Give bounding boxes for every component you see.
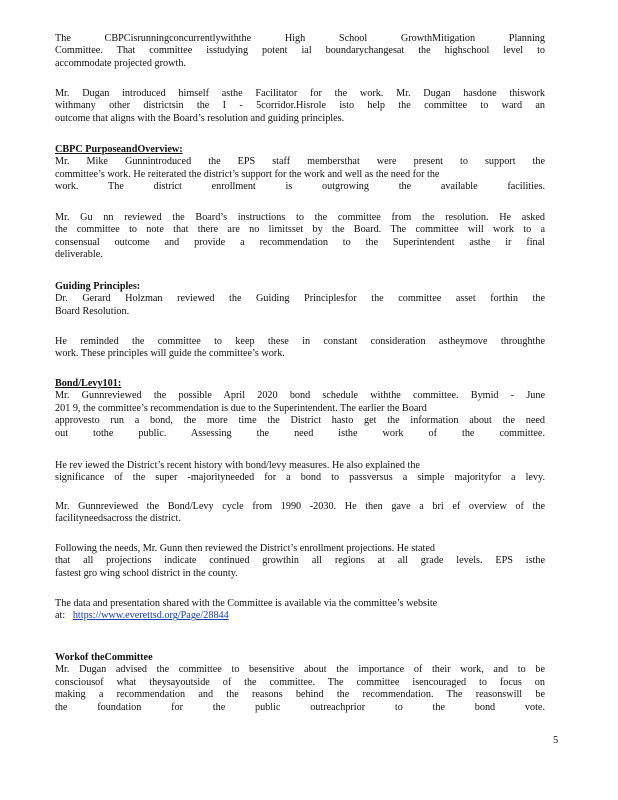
paragraph-keep-principles — [55, 336, 545, 361]
text-line: Mr. Gunnreviewed the possible April 2020 bond schedule withthe committee. Bymid - June — [55, 390, 545, 402]
link-prefix: at: — [55, 610, 66, 622]
section-heading: CBPC PurposeandOverview: — [55, 144, 183, 155]
section-heading: Bond/Levy101: — [55, 378, 122, 389]
text-line: consciousof what theysayoutside of the committee. The committee isencouraged to focus on — [55, 676, 545, 688]
text-line: 201 9, the committee’s recommendation is due to the Superintendent. The earlier the Board — [55, 402, 427, 414]
text-line: making a recommendation and the reasons behind the recommendation. The reasonswill be — [55, 689, 545, 701]
paragraph-board-instructions — [55, 212, 545, 262]
text-line: Mr. Mike Gunnintroduced the EPS staff membersthat were present to support the — [55, 156, 545, 168]
text-line: Mr. Gunnreviewed the Bond/Levy cycle from 1990 -2030. He then gave a bri ef overview of the — [55, 501, 545, 512]
text-line: Mr. Dugan advised the committee to besensitive about the importance of their work, and to be — [55, 664, 545, 676]
paragraph-bond-history — [55, 460, 545, 485]
text-line: accommodate projected growth. — [55, 57, 186, 69]
text-line: approvesto run a bond, the more time the District hasto get the information about the need — [55, 415, 545, 427]
section-heading: Guiding Principles: — [55, 281, 141, 292]
text-line: Dr. Gerard Holzman reviewed the Guiding Principlesfor the committee asset forthin the — [55, 293, 545, 305]
text-line: Following the needs, Mr. Gunn then reviewed the District’s enrollment projections. He stated — [55, 543, 435, 554]
text-line: He rev iewed the District’s recent history with bond/levy measures. He also explained the — [55, 460, 420, 471]
section-work-of-committee — [55, 652, 545, 714]
link-line — [55, 610, 545, 622]
text-line: outcome that aligns with the Board’s resolution and guiding principles. — [55, 112, 345, 124]
section-cbpc-purpose — [55, 144, 545, 194]
paragraph-growth-mitigation — [55, 33, 545, 70]
text-line: deliverable. — [55, 249, 103, 261]
text-line: committee’s work. He reiterated the district’s support for the work and well as the need for the — [55, 168, 440, 180]
text-line: the foundation for the public outreachprior to the bond vote. — [55, 701, 545, 713]
page-number: 5 — [553, 735, 559, 746]
text-line: He reminded the committee to keep these in constant consideration astheymove throughthe — [55, 336, 545, 347]
section-heading: Workof theCommittee — [55, 652, 153, 663]
text-line: The data and presentation shared with the Committee is available via the committee’s website — [55, 598, 438, 609]
text-line: Committee. That committee isstudying potent ial boundarychangesat the highschool level to — [55, 45, 545, 57]
section-guiding-principles — [55, 281, 545, 318]
section-bond-levy — [55, 378, 545, 440]
paragraph-bond-cycle — [55, 501, 545, 526]
text-line: work. These principles will guide the committee’s work. — [55, 348, 285, 360]
text-line: consensual outcome and provide a recommendation to the Superintendent asthe ir final — [55, 236, 545, 248]
text-line: Mr. Dugan introduced himself asthe Facilitator for the work. Mr. Dugan hasdone thiswork — [55, 88, 545, 99]
text-line: facilityneedsacross the district. — [55, 513, 181, 525]
text-line: fastest gro wing school district in the county. — [55, 567, 238, 579]
text-line: out tothe public. Assessing the need isthe work of the committee. — [55, 427, 545, 439]
text-line: Mr. Gu nn reviewed the Board’s instructions to the committee from the resolution. He asked — [55, 212, 545, 223]
text-line: Board Resolution. — [55, 305, 130, 317]
committee-website-link[interactable]: https://www.everettsd.org/Page/28844 — [72, 610, 229, 622]
text-line: significance of the super -majorityneeded for a bond to passversus a simple majorityfor a levy. — [55, 472, 545, 484]
paragraph-enrollment-projections — [55, 543, 545, 580]
paragraph-dugan-intro — [55, 88, 545, 125]
text-line: work. The district enrollment is outgrowing the available facilities. — [55, 181, 545, 193]
text-line: The CBPCisrunningconcurrentlywiththe High School GrowthMitigation Planning — [55, 33, 545, 44]
text-line: withmany other districtsin the I - 5corridor.Hisrole isto help the committee to ward an — [55, 100, 545, 112]
text-line: that all projections indicate continued growthin all regions at all grade levels. EPS isthe — [55, 555, 545, 567]
text-line: the committee to note that there are no limitsset by the Board. The committee will work to a — [55, 224, 545, 236]
paragraph-presentation-link — [55, 598, 545, 623]
